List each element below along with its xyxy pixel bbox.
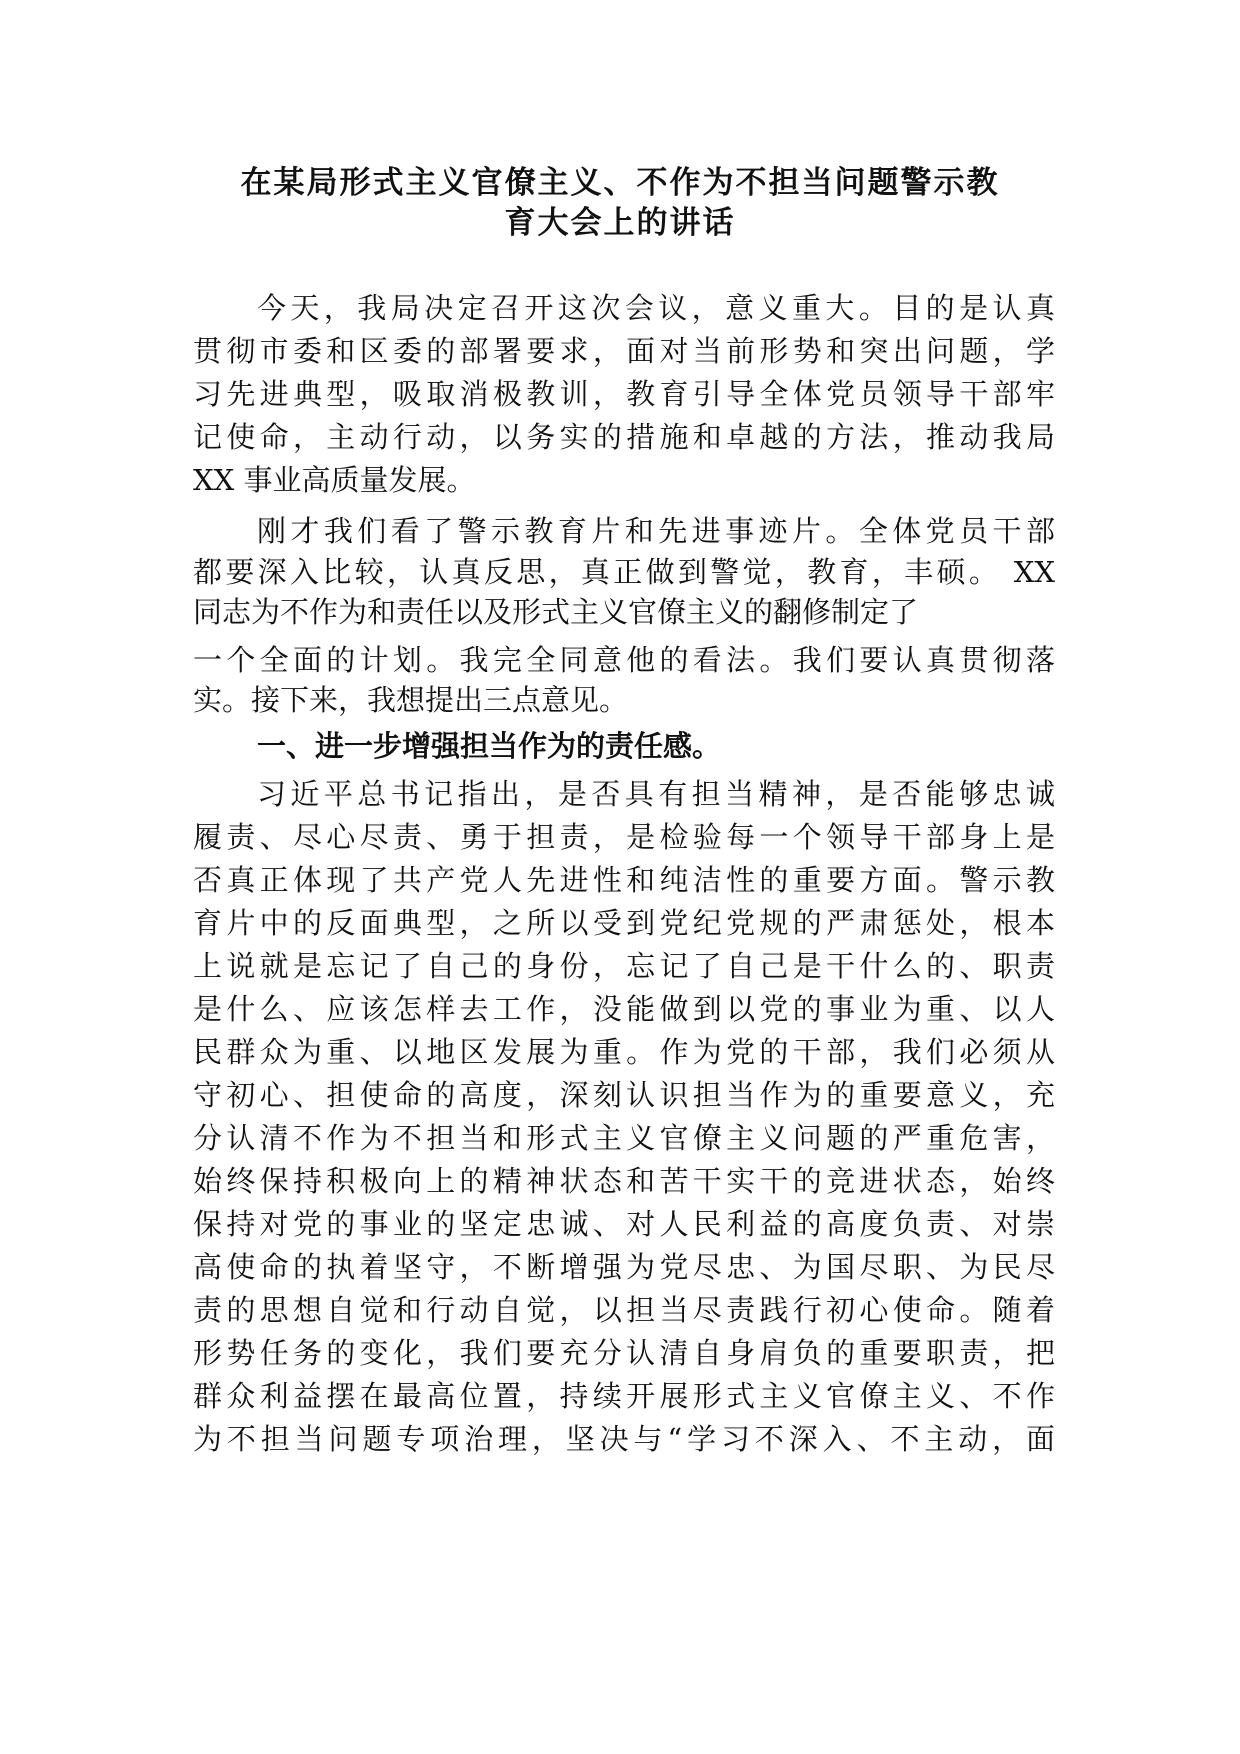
- paragraph-2-line: 刚才我们看了警示教育片和先进事迹片。全体党员干部: [257, 514, 1055, 548]
- paragraph-3-line: 群众利益摆在最高位置，持续开展形式主义官僚主义、不作: [193, 1379, 1055, 1413]
- paragraph-3-line: 始终保持积极向上的精神状态和苦干实干的竞进状态，始终: [193, 1164, 1055, 1198]
- paragraph-3-line: 为不担当问题专项治理，坚决与“学习不深入、不主动，面: [193, 1422, 1055, 1456]
- paragraph-1-line: XX 事业高质量发展。: [193, 463, 476, 497]
- paragraph-2-line: 同志为不作为和责任以及形式主义官僚主义的翻修制定了: [193, 595, 919, 629]
- paragraph-1-line: 贯彻市委和区委的部署要求，面对当前形势和突出问题，学: [193, 334, 1055, 368]
- paragraph-3-line: 否真正体现了共产党人先进性和纯洁性的重要方面。警示教: [193, 863, 1055, 897]
- paragraph-3-line: 守初心、担使命的高度，深刻认识担当作为的重要意义，充: [193, 1078, 1055, 1112]
- section-heading-1: 一、进一步增强担当作为的责任感。: [257, 729, 722, 763]
- paragraph-3-line: 履责、尽心尽责、勇于担责，是检验每一个领导干部身上是: [193, 820, 1055, 854]
- paragraph-3-line: 高使命的执着坚守，不断增强为党尽忠、为国尽职、为民尽: [193, 1250, 1055, 1284]
- paragraph-3-line: 分认清不作为不担当和形式主义官僚主义问题的严重危害，: [193, 1121, 1055, 1155]
- paragraph-2-line: 实。接下来，我想提出三点意见。: [193, 683, 629, 717]
- paragraph-3-line: 责的思想自觉和行动自觉，以担当尽责践行初心使命。随着: [193, 1293, 1055, 1327]
- paragraph-1-line: 习先进典型，吸取消极教训，教育引导全体党员领导干部牢: [193, 377, 1055, 411]
- paragraph-3-line: 上说就是忘记了自己的身份，忘记了自己是干什么的、职责: [193, 949, 1055, 983]
- document-title-line-1: 在某局形式主义官僚主义、不作为不担当问题警示教: [240, 165, 1000, 201]
- paragraph-3-line: 保持对党的事业的坚定忠诚、对人民利益的高度负责、对崇: [193, 1207, 1055, 1241]
- paragraph-3-line: 形势任务的变化，我们要充分认清自身肩负的重要职责，把: [193, 1336, 1055, 1370]
- paragraph-1-line: 今天，我局决定召开这次会议，意义重大。目的是认真: [257, 291, 1055, 325]
- paragraph-3-line: 育片中的反面典型，之所以受到党纪党规的严肃惩处，根本: [193, 906, 1055, 940]
- paragraph-1-line: 记使命，主动行动，以务实的措施和卓越的方法，推动我局: [193, 420, 1055, 454]
- paragraph-2-line: 都要深入比较，认真反思，真正做到警觉，教育，丰硕。 XX: [193, 555, 1055, 589]
- paragraph-2-line: 一个全面的计划。我完全同意他的看法。我们要认真贯彻落: [193, 643, 1055, 677]
- document-title-line-2: 育大会上的讲话: [504, 205, 736, 241]
- paragraph-3-line: 习近平总书记指出，是否具有担当精神，是否能够忠诚: [257, 777, 1055, 811]
- paragraph-3-line: 民群众为重、以地区发展为重。作为党的干部，我们必须从: [193, 1035, 1055, 1069]
- paragraph-3-line: 是什么、应该怎样去工作，没能做到以党的事业为重、以人: [193, 992, 1055, 1026]
